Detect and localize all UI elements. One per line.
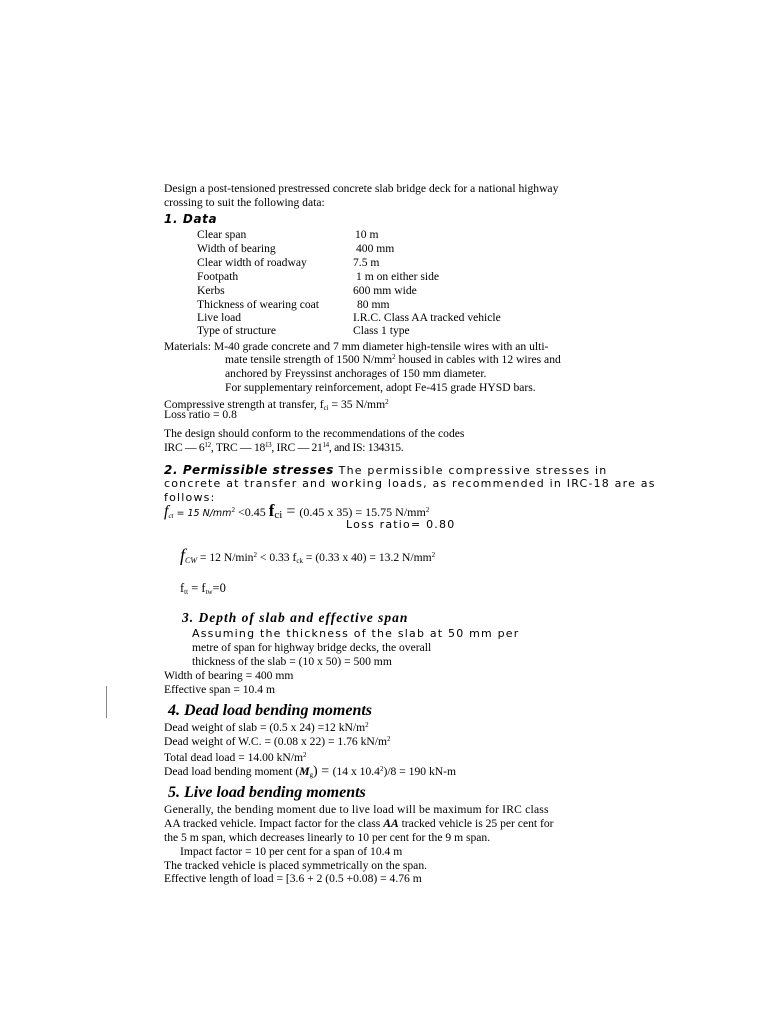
section-2-heading: 2. Permissible stresses [164, 463, 334, 477]
section-4-line-1: Dead weight of slab = (0.5 x 24) =12 $kN/m^2$ [164, 721, 369, 734]
section-5-line-4: Impact factor = 10 per cent for a span of 10.4 m [180, 845, 403, 858]
section-3-line-4: Width of bearing = 400 mm [164, 669, 294, 682]
section-2-text-2: concrete at transfer and working loads, as recommended in IRC-18 are as [164, 477, 656, 490]
codes-line-2: IRC — $6^{12}$, TRC — $18^{13}$, IRC — $21^{14}$, and IS: 134315. [164, 441, 404, 454]
section-5-line-1: Generally, the bending moment due to live load will be maximum for IRC class [164, 803, 549, 816]
section-4-line-4: Dead load bending moment $(M_g) = (14$ x $10.4^2)/8 = 190$ kN-m [164, 764, 457, 779]
data-key: Clear width of roadway [197, 256, 307, 269]
section-5-line-6: Effective length of load = [3.6 + 2 (0.5 +0.08) = 4.76 m [164, 872, 422, 885]
loss-ratio: Loss ratio = 0.8 [164, 408, 237, 421]
data-key: Thickness of wearing coat [197, 298, 320, 311]
data-value: 7.5 m [353, 256, 380, 269]
equation-ftt: $f_{tt} = f_{tw}=0$ [180, 581, 226, 596]
data-key: Live load [197, 311, 242, 324]
compressive-strength: Compressive strength at transfer, $f_{ci} = 35$ $N/mm^2$ [164, 398, 389, 412]
section-5-line-5: The tracked vehicle is placed symmetrically on the span. [164, 859, 428, 872]
data-value: 400 mm [356, 242, 395, 255]
data-value: Class 1 type [353, 324, 410, 337]
section-4-line-3: Total dead load = 14.00 $kN/m^2$ [164, 751, 307, 764]
section-1-heading: 1. Data [164, 212, 218, 226]
section-4-line-2: Dead weight of W.C. = (0.08 x 22) = 1.76 $kN/m^2$ [164, 735, 391, 748]
intro-line-1: Design a post-tensioned prestressed concrete slab bridge deck for a national highway [164, 182, 559, 195]
intro-line-2: crossing to suit the following data: [164, 196, 325, 209]
data-value: 1 m on either side [356, 270, 440, 283]
materials-line-1: Materials: M-40 grade concrete and 7 mm diameter high-tensile wires with an ulti- [164, 340, 549, 353]
data-key: Width of bearing [197, 242, 276, 255]
section-2-text-3: follows: [164, 491, 216, 504]
margin-bar [106, 686, 107, 718]
section-3-line-1: Assuming the thickness of the slab at 50 mm per [192, 627, 520, 640]
loss-ratio-2: Loss ratio= 0.80 [346, 518, 456, 531]
codes-line-1: The design should conform to the recommendations of the codes [164, 427, 465, 440]
section-5-line-3: the 5 m span, which decreases linearly to 10 per cent for the 9 m span. [164, 831, 491, 844]
materials-line-2: mate tensile strength of 1500 $N/mm^2$ housed in cables with 12 wires and [225, 353, 561, 366]
equation-fcw: $f_{CW} = 12$ $N/\min^2 < 0.33$ $f_{ck} = (0.33$ x 40) = 13.2 $N/mm^2$ [180, 545, 436, 565]
materials-line-3: anchored by Freyssinst anchorages of 150 mm diameter. [225, 367, 487, 380]
section-3-line-2: metre of span for highway bridge decks, the overall [192, 641, 432, 654]
data-key: Type of structure [197, 324, 277, 337]
data-value: I.R.C. Class AA tracked vehicle [353, 311, 501, 324]
data-value: 600 mm wide [353, 284, 417, 297]
data-key: Footpath [197, 270, 239, 283]
equation-fct: $f_{ct} = 15$ $N/mm^2 <0.45$ $f_{ci} = (0.45$ x 35) = 15.75 $N/mm^2$ [164, 501, 430, 521]
section-5-heading: 5. Live load bending moments [168, 784, 366, 801]
section-5-line-2: AA tracked vehicle. Impact factor for the class AA tracked vehicle is 25 per cent for [164, 817, 554, 830]
data-key: Kerbs [197, 284, 225, 297]
section-4-heading: 4. Dead load bending moments [168, 702, 373, 719]
materials-line-4: For supplementary reinforcement, adopt Fe-415 grade HYSD bars. [225, 381, 536, 394]
data-value: 10 m [355, 228, 379, 241]
section-3-heading: 3. Depth of slab and effective span [182, 610, 409, 625]
section-3-line-5: Effective span = 10.4 m [164, 683, 275, 696]
data-value: 80 mm [357, 298, 390, 311]
section-3-line-3: thickness of the slab = (10 x 50) = 500 mm [192, 655, 392, 668]
section-2-heading-line: 2. Permissible stresses The permissible compressive stresses in [164, 463, 608, 477]
data-key: Clear span [197, 228, 247, 241]
